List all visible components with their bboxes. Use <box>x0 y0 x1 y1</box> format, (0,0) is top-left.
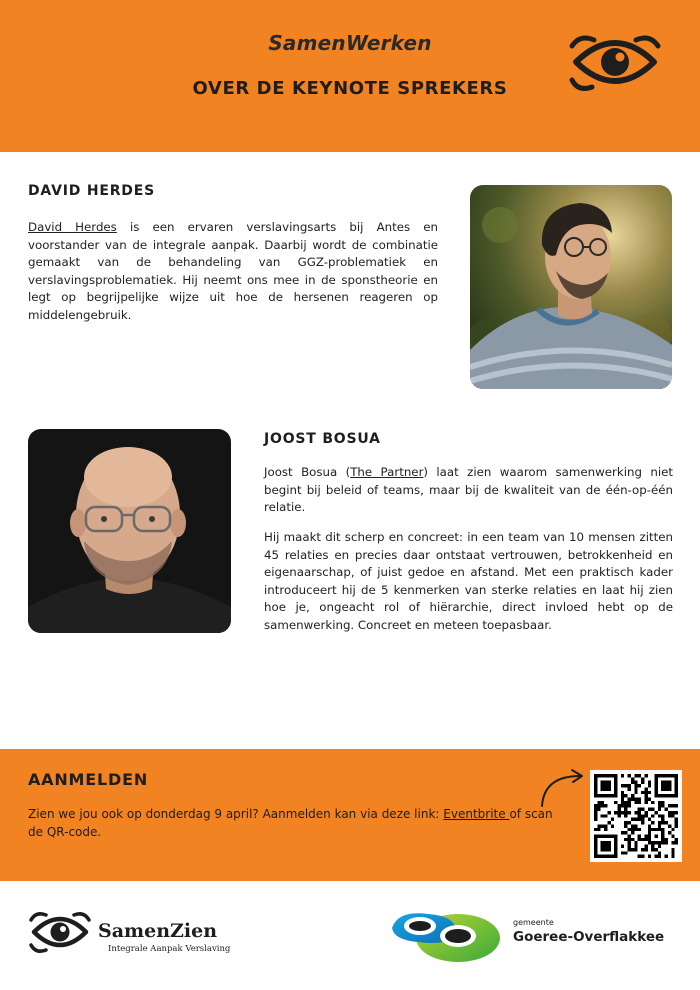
footer-brand: SamenZien <box>98 920 218 942</box>
goeree-overflakkee-logo <box>388 906 502 964</box>
brand-title: SamenWerken <box>268 31 432 55</box>
speaker-bio-text: is een ervaren verslavingsarts bij Antes en voorstander van de integrale aanpak. Daarbij wordt de combinatie gemaakt van de behandeling van GGZ-problematiek en verslavingsproblematiek. Hij neemt ons mee in de sponstheorie en legt op begrijpelijke wijze uit hoe de hersenen reageren op middelengebruik. <box>28 220 438 322</box>
arrow-icon <box>536 768 592 810</box>
registration-text-pre: Zien we jou ook op donderdag 9 april? Aanmelden kan via deze link: <box>28 807 444 821</box>
qr-code[interactable] <box>590 770 682 862</box>
eventbrite-link[interactable]: Eventbrite <box>443 807 510 821</box>
eye-icon <box>568 30 662 96</box>
qr-code-image <box>594 774 678 858</box>
speaker-bio2-joost-bosua: Hij maakt dit scherp en concreet: in een team van 10 mensen zitten 45 relaties en precies daar ontstaat vertrouwen, betrokkenheid en eigenaarschap, of juist gedoe en afstand. Met een praktisch kader introduceert hij de 5 kenmerken van sterke relaties en laat hij zien hoe je, ongeacht rol of hiërarchie, direct invloed hebt op de samenwerking. Concreet en meteen toepasbaar. <box>264 530 673 632</box>
speaker-bio-joost-bosua <box>264 464 673 517</box>
speaker-bio-david-herdes <box>28 219 438 324</box>
the-partner-link[interactable]: The Partner <box>350 465 424 479</box>
footer-subtitle: Integrale Aanpak Verslaving <box>108 944 231 954</box>
municipality-prefix: gemeente <box>513 918 554 927</box>
registration-text-post: of scan de QR-code. <box>28 807 553 839</box>
registration-title: AANMELDEN <box>28 770 149 789</box>
speaker-bio-text: ) laat zien waarom samenwerking niet begint bij beleid of teams, maar bij de kwaliteit van de één-op-één relatie. <box>264 465 673 514</box>
speaker-name-joost-bosua: JOOST BOSUA <box>264 431 381 447</box>
speaker-link-david-herdes[interactable]: David Herdes <box>28 220 117 234</box>
speaker-bio-text: Joost Bosua ( <box>264 465 351 479</box>
page-title: OVER DE KEYNOTE SPREKERS <box>192 78 508 99</box>
registration-text <box>28 805 558 841</box>
photo-joost-bosua <box>28 429 231 633</box>
samenzien-eye-icon <box>28 908 92 956</box>
photo-david-herdes <box>470 185 672 389</box>
municipality-name: Goeree-Overflakkee <box>513 929 665 945</box>
speaker-name-david-herdes: DAVID HERDES <box>28 183 155 199</box>
